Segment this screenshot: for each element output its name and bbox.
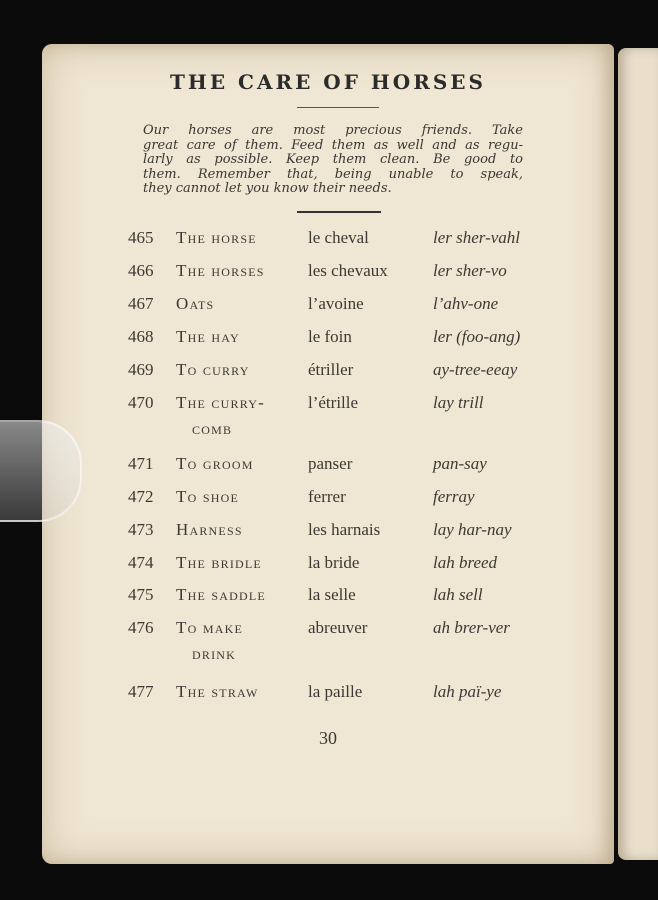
list-item [0,228,658,254]
entry-number: 469 [128,360,154,379]
list-item [0,360,658,386]
entry-english: The curry- [176,393,265,412]
entry-english: The straw [176,682,259,701]
entry-pronunciation: pan-say [433,454,487,473]
entry-french: la bride [308,553,360,572]
entry-pronunciation: lay har-nay [433,520,512,539]
entry-english: The saddle [176,585,266,604]
list-item [0,520,658,546]
entry-number: 476 [128,618,154,637]
entry-number: 468 [128,327,154,346]
entry-french: l’étrille [308,393,359,412]
intro-line: them. Remember that, being unable to speak, [143,166,523,182]
intro-line: they cannot let you know their needs. [143,181,392,196]
entry-english: To groom [176,454,254,473]
entry-number: 477 [128,682,154,701]
entry-pronunciation: lay trill [433,393,484,412]
page-number: 30 [319,728,337,748]
entry-pronunciation: ler sher-vahl [433,228,521,247]
list-item [0,585,658,611]
entry-english: Harness [176,520,243,539]
page-title: THE CARE OF HORSES [170,70,486,94]
intro-divider [297,211,381,213]
list-item [0,261,658,287]
entry-french: les chevaux [308,261,388,280]
title-divider [297,107,379,108]
list-item [0,327,658,353]
entry-english: The horses [176,261,265,280]
entry-english: To shoe [176,487,240,506]
entry-french: l’avoine [308,294,364,313]
entry-number: 475 [128,585,154,604]
entry-number: 473 [128,520,154,539]
entry-french: le foin [308,327,352,346]
entry-pronunciation: ler sher-vo [433,261,507,280]
entry-french: ferrer [308,487,346,506]
entry-french: la selle [308,585,356,604]
entry-pronunciation: ler (foo-ang) [433,327,521,346]
entry-number: 471 [128,454,154,473]
entry-french: panser [308,454,353,473]
entry-english: The horse [176,228,257,247]
entry-english: To make [176,618,244,637]
entry-english: The bridle [176,553,262,572]
intro-line: larly as possible. Keep them clean. Be good to [143,152,523,167]
list-item [0,553,658,579]
list-item [0,682,658,708]
intro-line: Our horses are most precious friends. Take [143,123,523,138]
entry-french: la paille [308,682,363,701]
entry-number: 472 [128,487,154,506]
entry-number: 474 [128,553,154,572]
entry-french: les harnais [308,520,381,539]
entry-number: 470 [128,393,154,412]
entry-english-continued: drink [192,644,236,663]
entry-french: étriller [308,360,354,379]
entry-pronunciation: lah paï-ye [433,682,502,701]
list-item [0,294,658,320]
entry-english-continued: comb [192,419,233,438]
entry-pronunciation: lah breed [433,553,498,572]
entry-pronunciation: l’ahv-one [433,294,499,313]
entry-number: 465 [128,228,154,247]
entry-french: abreuver [308,618,368,637]
intro-paragraph [143,124,523,197]
list-item [0,393,658,438]
list-item [0,454,658,480]
entry-pronunciation: lah sell [433,585,483,604]
entry-pronunciation: ay-tree-eeay [433,360,518,379]
list-item [0,487,658,513]
entry-pronunciation: ferray [433,487,475,506]
intro-line: great care of them. Feed them as well and as regu- [143,137,523,153]
entry-english: To curry [176,360,250,379]
entry-english: The hay [176,327,240,346]
entry-pronunciation: ah brer-ver [433,618,510,637]
entry-number: 466 [128,261,154,280]
entry-french: le cheval [308,228,369,247]
entry-number: 467 [128,294,154,313]
list-item [0,618,658,663]
entry-english: Oats [176,294,215,313]
